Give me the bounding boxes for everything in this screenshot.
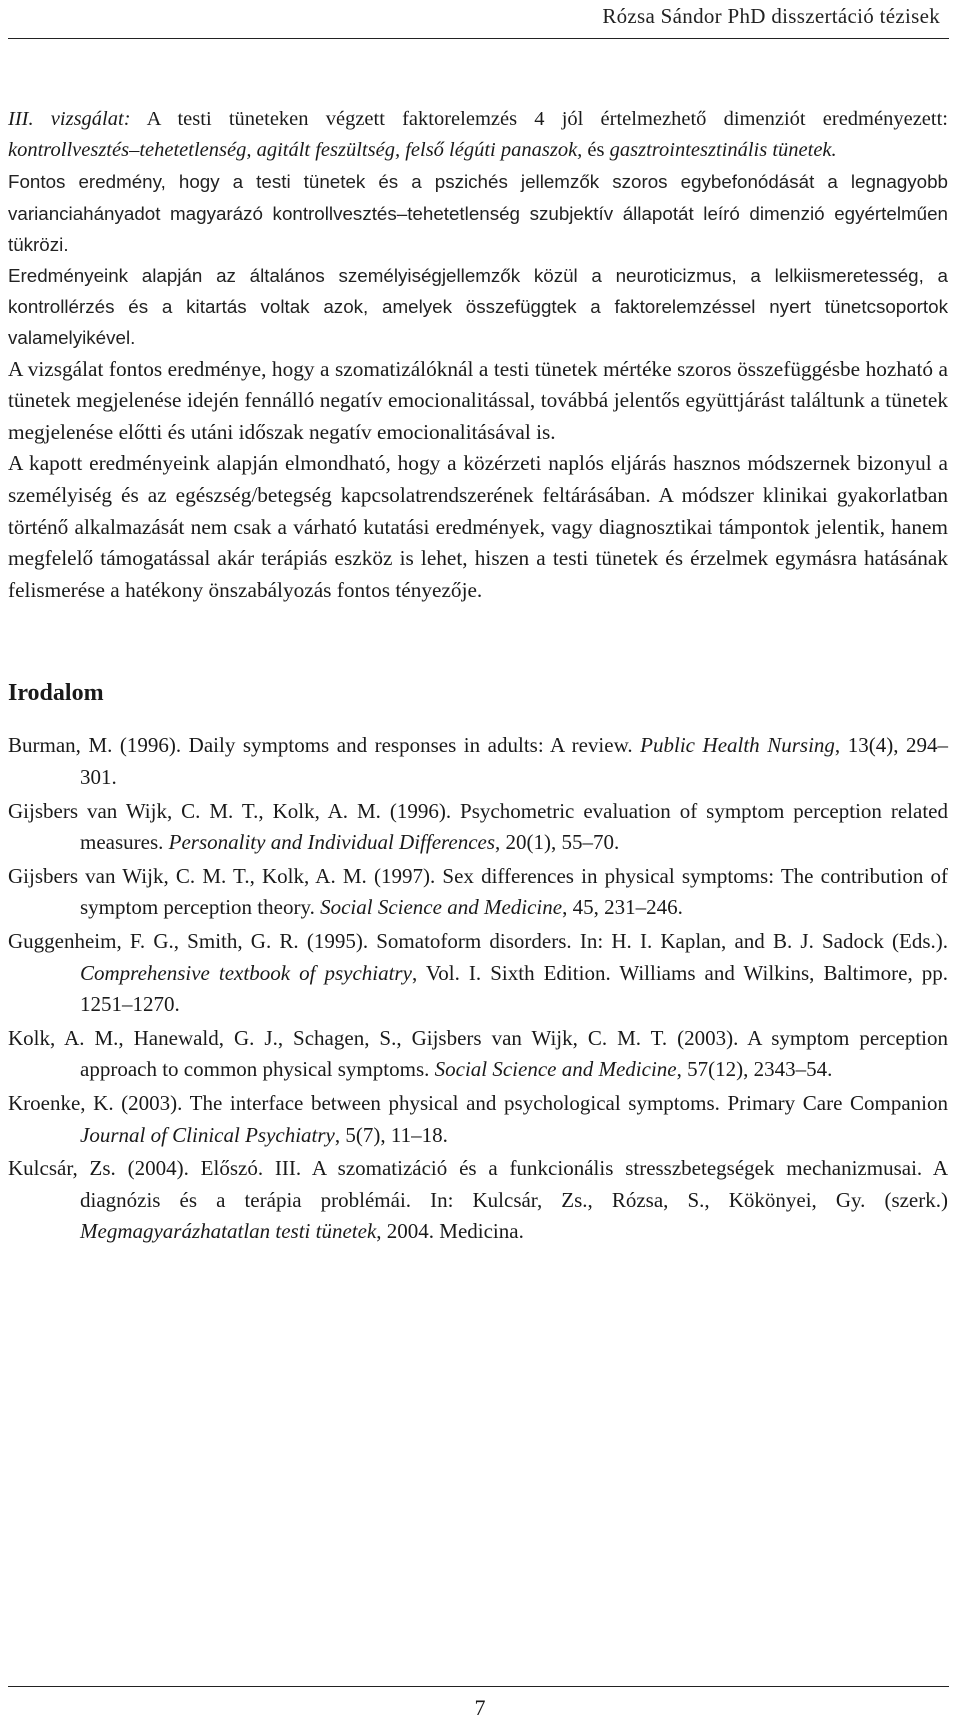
- reference-list: [8, 730, 948, 1248]
- dimension-last: gasztrointesztinális tünetek.: [609, 139, 837, 162]
- book-title: Comprehensive textbook of psychiatry: [80, 960, 412, 985]
- page-body: [8, 104, 948, 1250]
- reference-item: Gijsbers van Wijk, C. M. T., Kolk, A. M. (1997). Sex differences in physical symptoms: The contribution of symptom perception theory. Social Science and Medicine, 45, 231–246.: [8, 863, 948, 920]
- page-number: 7: [474, 1695, 486, 1720]
- paragraph-somatization-result: A vizsgálat fontos eredménye, hogy a szomatizálóknál a testi tünetek mértéke szoros összefüggésbe hozható a tünetek megjelenése idején fennálló negatív emocionalitással, továbbá jelentős együttjárást találtunk a tünetek megjelenése előtti és utáni időszak negatív emocionalitásával is.: [8, 356, 948, 444]
- reference-item: Guggenheim, F. G., Smith, G. R. (1995). Somatoform disorders. In: H. I. Kaplan, and B. J. Sadock (Eds.). Comprehensive textbook of psychiatry, Vol. I. Sixth Edition. Williams and Wilkins, Baltimore, pp. 1251–1270.: [8, 928, 948, 1017]
- reference-item: Kulcsár, Zs. (2004). Előszó. III. A szomatizáció és a funkcionális stresszbetegségek mechanizmusai. A diagnózis és a terápia problémái. In: Kulcsár, Zs., Rózsa, S., Kökönyei, Gy. (szerk.) Megmagyarázhatatlan testi tünetek, 2004. Medicina.: [8, 1156, 948, 1244]
- footer-divider: [8, 1686, 949, 1687]
- book-title: Megmagyarázhatatlan testi tünetek: [80, 1219, 377, 1244]
- header-divider: [8, 38, 949, 39]
- running-header: Rózsa Sándor PhD disszertáció tézisek: [602, 4, 940, 28]
- paragraph-text: A testi tüneteken végzett faktorelemzés 4 jól értelmezhető dimenziót eredményezett:: [130, 108, 948, 130]
- journal-title: Social Science and Medicine: [434, 1057, 677, 1082]
- journal-title: Social Science and Medicine: [320, 895, 563, 920]
- paragraph-personality-results: Eredményeink alapján az általános személyiségjellemzők közül a neuroticizmus, a lelkiismeretesség, a kontrollérzés és a kitartás voltak azok, amelyek összefüggtek a faktorelemzéssel nyert tünetcsoportok valamelyikével.: [8, 265, 948, 349]
- reference-item: Burman, M. (1996). Daily symptoms and responses in adults: A review. Public Health Nursing, 13(4), 294–301.: [8, 733, 948, 789]
- journal-title: Public Health Nursing: [640, 733, 835, 758]
- journal-title: Journal of Clinical Psychiatry: [80, 1122, 335, 1147]
- paragraph-text: és: [582, 139, 610, 162]
- dimension-list: kontrollvesztés–tehetetlenség, agitált feszültség, felső légúti panaszok,: [8, 139, 583, 162]
- paragraph-study-three: [8, 104, 948, 166]
- journal-title: Personality and Individual Differences: [168, 830, 496, 855]
- study-label: III. vizsgálat:: [8, 108, 131, 130]
- paragraph-important-result: Fontos eredmény, hogy a testi tünetek és a pszichés jellemzők szoros egybefonódását a legnagyobb varianciahányadot magyarázó kontrollvesztés–tehetetlenség szubjektív állapotát leíró dimenzió egyértelműen tükrözi.: [8, 171, 948, 255]
- reference-item: Kolk, A. M., Hanewald, G. J., Schagen, S., Gijsbers van Wijk, C. M. T. (2003). A symptom perception approach to common physical symptoms. Social Science and Medicine, 57(12), 2343–54.: [8, 1025, 948, 1082]
- references-heading: Irodalom: [8, 680, 104, 707]
- reference-item: Gijsbers van Wijk, C. M. T., Kolk, A. M. (1996). Psychometric evaluation of symptom perception related measures. Personality and Individual Differences, 20(1), 55–70.: [8, 798, 948, 855]
- paragraph-conclusion: A kapott eredményeink alapján elmondható, hogy a közérzeti naplós eljárás hasznos módszernek bizonyul a személyiség és az egészség/betegség kapcsolatrendszerének feltárásában. A módszer klinikai gyakorlatban történő alkalmazását nem csak a várható kutatási eredmények, vagy diagnosztikai támpontok jelentik, hanem megfelelő támogatással akár terápiás eszköz is lehet, hiszen a testi tünetek és érzelmek egymásra hatásának felismerése a hatékony önszabályozás fontos tényezője.: [8, 451, 948, 602]
- reference-item: Kroenke, K. (2003). The interface between physical and psychological symptoms. Primary Care Companion Journal of Clinical Psychiatry, 5(7), 11–18.: [8, 1090, 948, 1147]
